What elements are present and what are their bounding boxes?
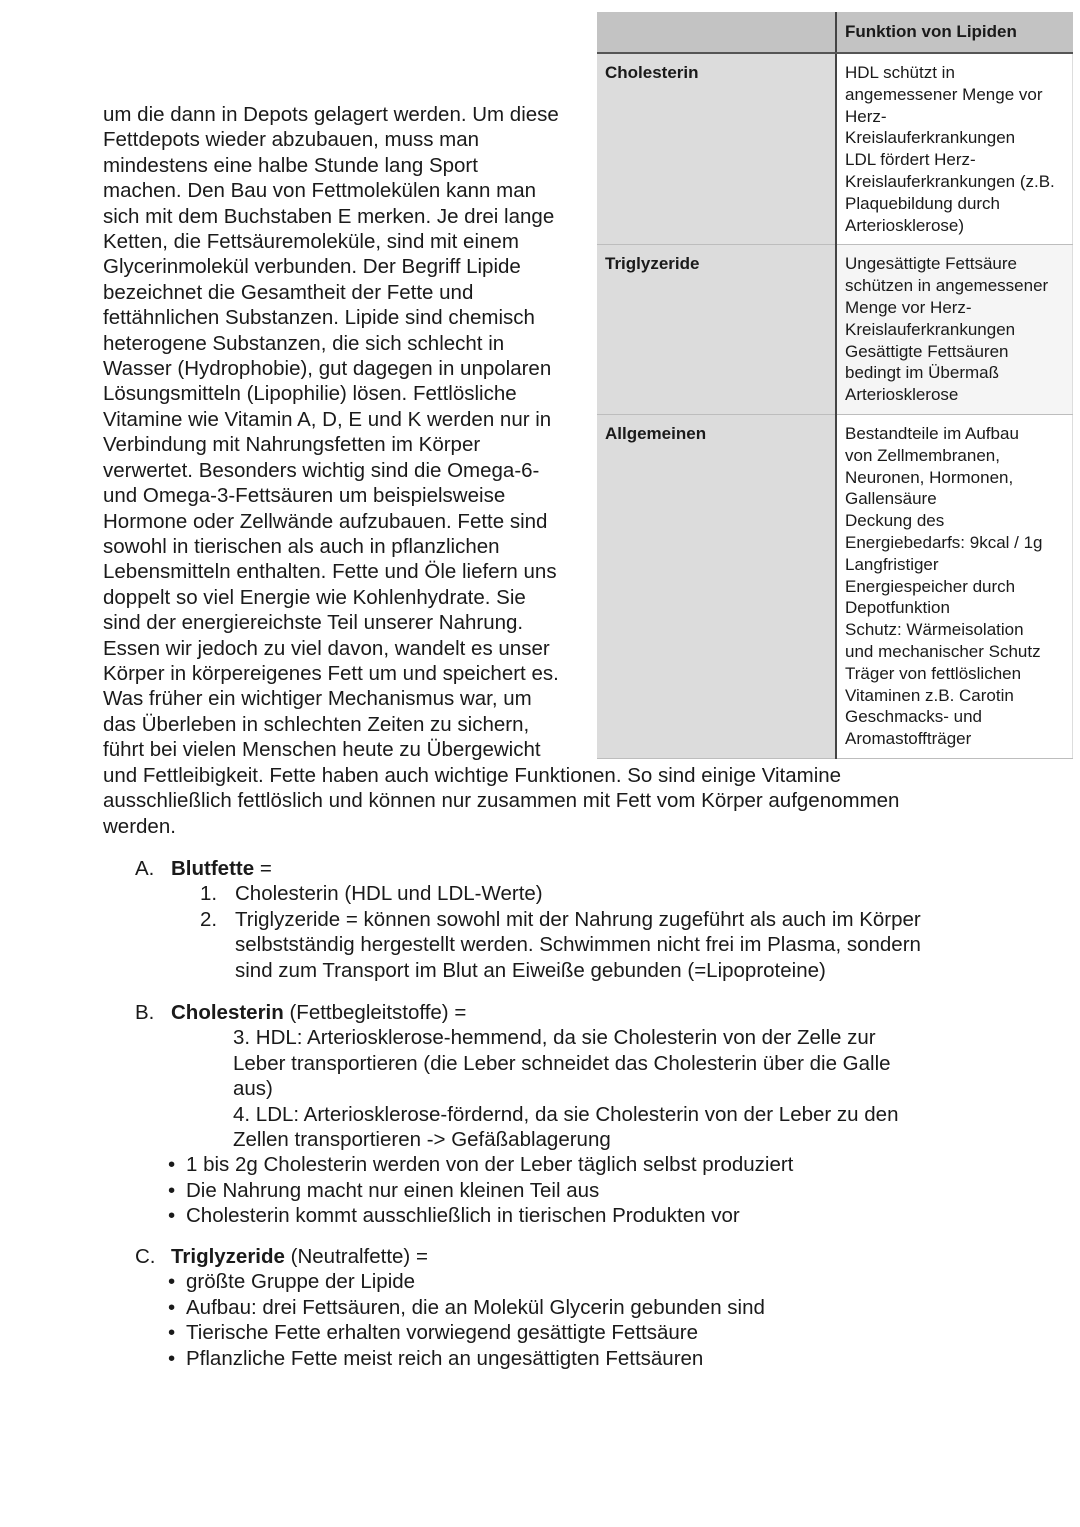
row-label: Cholesterin [597,53,836,245]
item-number: 1. [200,882,218,906]
cell-line: Langfristiger [845,554,939,574]
text-line: aus) [233,1077,273,1101]
cell-line: Ungesättigte Fettsäure [845,254,1017,274]
text-line: und Omega-3-Fettsäuren um beispielsweise [103,484,506,508]
cell-line: Gesättigte Fettsäuren [845,341,1009,361]
text-line: Glycerinmolekül verbunden. Der Begriff Lipide [103,255,521,279]
bullet-icon: • [168,1153,176,1177]
text-line: 4. LDL: Arteriosklerose-fördernd, da sie Cholesterin von der Leber zu den [233,1102,899,1126]
section-c-triglyzeride [135,1244,995,1371]
text-line: Triglyzeride = können sowohl mit der Nahrung zugeführt als auch im Körper [235,907,921,931]
text-line: Lebensmitteln enthalten. Fette und Öle liefern uns [103,560,557,584]
text-line: machen. Den Bau von Fettmolekülen kann man [103,179,537,203]
text-line: Wasser (Hydrophobie), gut dagegen in unpolaren [103,357,552,381]
list-item [168,1203,995,1228]
text-line: um die dann in Depots gelagert werden. Um diese [103,103,559,126]
cell-line: Deckung des [845,511,945,531]
text-line: ausschließlich fettlöslich und können nur zusammen mit Fett vom Körper aufgenommen [103,789,900,813]
table-header-function: Funktion von Lipiden [836,12,1073,53]
cell-line: HDL schützt in [845,63,955,82]
text-line: fettähnlichen Substanzen. Lipide sind chemisch [103,306,535,330]
cell-line: Kreislauferkrankungen (z.B. [845,171,1055,191]
cell-line: Geschmacks- und [845,707,982,727]
text-line: sich mit dem Buchstaben E merken. Je drei lange [103,204,555,228]
text-line: bezeichnet die Gesamtheit der Fette und [103,280,474,304]
section-title: Cholesterin [171,1001,284,1024]
cell-line: und mechanischer Schutz [845,641,1041,661]
text-line: werden. [103,814,176,838]
text-line: sind der energiereichste Teil unserer Nahrung. [103,611,524,635]
text-line: Vitamine wie Vitamin A, D, E und K werden nur in [103,407,552,431]
list-item [168,1269,995,1294]
table-header-empty [597,12,836,53]
text-line: selbstständig hergestellt werden. Schwimmen nicht frei im Plasma, sondern [235,933,921,957]
cell-line: Kreislauferkrankungen [845,319,1016,339]
text-line: Verbindung mit Nahrungsfetten im Körper [103,433,481,457]
text-line: Körper in körpereigenes Fett um und speichert es. [103,661,559,685]
bullet-text: 1 bis 2g Cholesterin werden von der Leber täglich selbst produziert [186,1153,794,1177]
lipid-function-table [597,12,1073,759]
text-line: Cholesterin (HDL und LDL-Werte) [235,882,543,906]
text-line: das Überleben in schlechten Zeiten zu sichern, [103,712,530,736]
text-line: führt bei vielen Menschen heute zu Übergewicht [103,738,541,762]
bullet-text: Cholesterin kommt ausschließlich in tierischen Produkten vor [186,1204,740,1228]
section-title: Triglyzeride [171,1245,285,1268]
cell-line: Schutz: Wärmeisolation [845,620,1024,640]
text-line: und Fettleibigkeit. Fette haben auch wichtige Funktionen. So sind einige Vitamine [103,764,842,787]
list-item [200,881,995,906]
bullet-text: Pflanzliche Fette meist reich an ungesättigten Fettsäuren [186,1346,704,1370]
list-item [200,907,995,983]
bullet-icon: • [168,1270,176,1294]
cell-line: Gallensäure [845,489,937,509]
row-content [836,245,1073,415]
section-title: Blutfette [171,857,255,880]
text-line: Hormone oder Zellwände aufzubauen. Fette sind [103,509,548,533]
section-b-cholesterin [135,1000,995,1229]
bullet-icon: • [168,1321,176,1345]
bullet-icon: • [168,1204,176,1228]
cell-line: Vitaminen z.B. Carotin [845,685,1014,705]
table-row [597,245,1073,415]
text-line: sowohl in tierischen als auch in pflanzlichen [103,534,500,558]
text-line: Ketten, die Fettsäuremoleküle, sind mit einem [103,230,519,254]
bullet-text: Die Nahrung macht nur einen kleinen Teil aus [186,1178,600,1202]
cell-line: Menge vor Herz- [845,297,972,317]
cell-line: Depotfunktion [845,598,950,618]
section-suffix: = [254,857,272,880]
text-line: Zellen transportieren -> Gefäßablagerung [233,1128,611,1152]
section-heading [135,856,995,881]
section-marker: A. [135,857,155,880]
cell-line: von Zellmembranen, [845,445,1000,465]
cell-line: Neuronen, Hormonen, [845,467,1014,487]
row-label: Allgemeinen [597,414,836,758]
list-item [168,1346,995,1371]
list-item [168,1295,995,1320]
text-line: 3. HDL: Arteriosklerose-hemmend, da sie Cholesterin von der Zelle zur [233,1026,876,1050]
cell-line: angemessener Menge vor [845,84,1043,104]
cell-line: Energiebedarfs: 9kcal / 1g [845,532,1043,552]
text-line: heterogene Substanzen, die sich schlecht in [103,331,505,355]
text-line: Essen wir jedoch zu viel davon, wandelt es unser [103,636,550,660]
text-line: doppelt so viel Energie wie Kohlenhydrate. Sie [103,585,526,609]
intro-paragraph-continued [103,763,983,839]
bullet-icon: • [168,1346,176,1370]
text-line: Fettdepots wieder abzubauen, muss man [103,128,480,152]
bullet-icon: • [168,1178,176,1202]
cell-line: Aromastoffträger [845,729,972,749]
section-suffix: (Fettbegleitstoffe) = [283,1001,467,1024]
row-content [836,414,1073,758]
list-item [168,1178,995,1203]
cell-line: Arteriosklerose [845,385,959,405]
cell-line: Energiespeicher durch [845,576,1016,596]
bullet-text: größte Gruppe der Lipide [186,1270,416,1294]
bullet-icon: • [168,1295,176,1319]
section-a-blutfette [135,856,995,983]
list-item [168,1152,995,1177]
bullet-text: Tierische Fette erhalten vorwiegend gesättigte Fettsäure [186,1321,699,1345]
cell-line: Träger von fettlöslichen [845,663,1022,683]
bullet-list [168,1152,995,1228]
item-number: 2. [200,907,218,931]
numbered-list [200,881,995,983]
cell-line: Bestandteile im Aufbau [845,423,1019,443]
intro-paragraph [103,102,593,763]
sub-list [233,1025,995,1152]
row-label: Triglyzeride [597,245,836,415]
cell-line: bedingt im Übermaß [845,363,1000,383]
cell-line: Plaquebildung durch [845,193,1001,213]
text-line: sind zum Transport im Blut an Eiweiße gebunden (=Lipoproteine) [235,958,826,982]
section-heading [135,1244,995,1269]
table-row [597,53,1073,245]
section-marker: C. [135,1245,156,1268]
cell-line: LDL fördert Herz- [845,150,976,170]
text-line: Was früher ein wichtiger Mechanismus war, um [103,687,532,711]
list-item [168,1320,995,1345]
text-line: Leber transportieren (die Leber schneidet das Cholesterin über die Galle [233,1051,891,1075]
table-header-row [597,12,1073,53]
bullet-list [168,1269,995,1371]
section-suffix: (Neutralfette) = [284,1245,428,1268]
text-line: mindestens eine halbe Stunde lang Sport [103,153,478,177]
table-row [597,414,1073,758]
cell-line: Kreislauferkrankungen [845,128,1016,148]
text-line: verwertet. Besonders wichtig sind die Omega-6- [103,458,540,482]
row-content [836,53,1073,245]
cell-line: Herz- [845,106,887,126]
text-line: Lösungsmitteln (Lipophilie) lösen. Fettlösliche [103,382,517,406]
section-heading [135,1000,995,1025]
cell-line: schützen in angemessener [845,276,1049,296]
section-marker: B. [135,1001,155,1024]
bullet-text: Aufbau: drei Fettsäuren, die an Molekül Glycerin gebunden sind [186,1295,765,1319]
cell-line: Arteriosklerose) [845,215,965,235]
